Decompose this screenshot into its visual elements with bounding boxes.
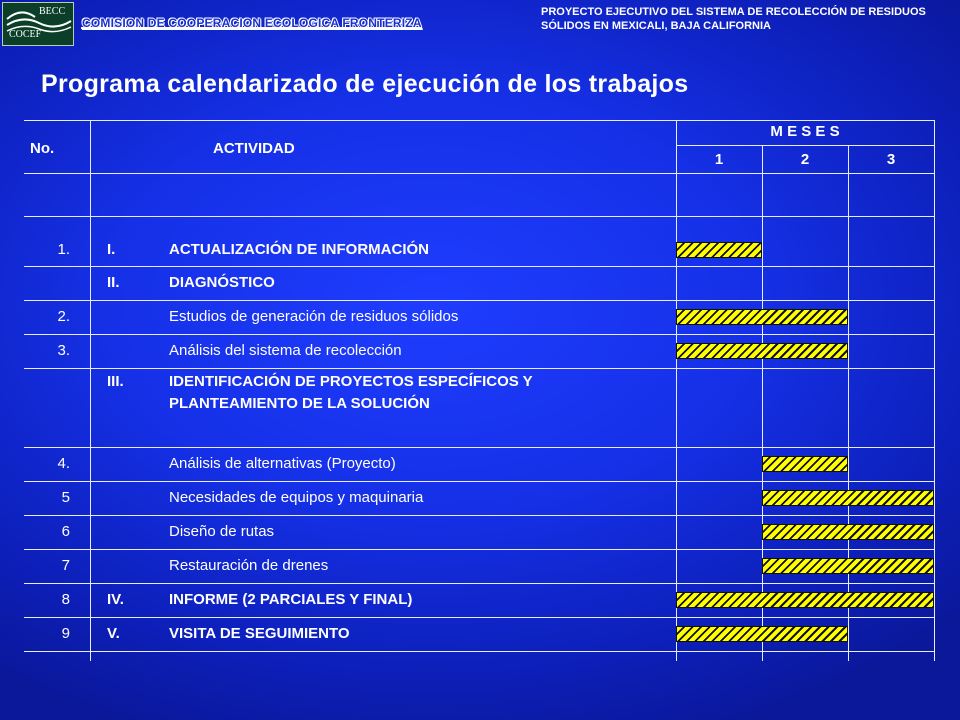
row-number: 4. [57, 455, 70, 472]
month-label-3: 3 [886, 151, 896, 168]
grid-line-col-end [934, 120, 935, 661]
row-activity: Análisis del sistema de recolección [169, 342, 402, 359]
logo-text-becc: BECC [39, 6, 66, 17]
grid-line-row [24, 447, 934, 448]
gantt-bar [762, 490, 934, 506]
grid-line-spacer [24, 216, 934, 217]
gantt-bar [762, 456, 848, 472]
grid-line-col-no [90, 120, 91, 661]
row-section-numeral: III. [107, 373, 124, 390]
grid-line-row [24, 515, 934, 516]
row-activity: ACTUALIZACIÓN DE INFORMACIÓN [169, 241, 429, 258]
gantt-bar [676, 626, 848, 642]
month-label-1: 1 [714, 151, 724, 168]
grid-line-row [24, 368, 934, 369]
grid-line-row [24, 651, 934, 652]
grid-line-header-bottom [24, 173, 934, 174]
row-number: 8 [61, 591, 70, 608]
month-label-2: 2 [800, 151, 810, 168]
gantt-bar [676, 592, 934, 608]
row-activity: Análisis de alternativas (Proyecto) [169, 455, 396, 472]
row-number: 5 [61, 489, 70, 506]
page-title: Programa calendarizado de ejecución de los trabajos [41, 70, 689, 98]
grid-line-col-month2 [762, 145, 763, 661]
grid-line-row [24, 583, 934, 584]
gantt-bar [676, 343, 848, 359]
row-activity: INFORME (2 PARCIALES Y FINAL) [169, 591, 413, 608]
row-activity: IDENTIFICACIÓN DE PROYECTOS ESPECÍFICOS Y PLANTEAMIENTO DE LA SOLUCIÓN [169, 373, 533, 412]
grid-line-row [24, 549, 934, 550]
row-section-numeral: V. [107, 625, 120, 642]
gantt-bar [676, 309, 848, 325]
grid-line-row [24, 300, 934, 301]
row-number: 9 [61, 625, 70, 642]
row-activity: VISITA DE SEGUIMIENTO [169, 625, 350, 642]
row-section-numeral: II. [107, 274, 120, 291]
grid-line-row [24, 481, 934, 482]
grid-line-row [24, 266, 934, 267]
row-activity: DIAGNÓSTICO [169, 274, 275, 291]
row-activity: Restauración de drenes [169, 557, 329, 574]
grid-line-months-divider [676, 145, 934, 146]
row-number: 2. [57, 308, 70, 325]
grid-line-top [24, 120, 934, 121]
row-section-numeral: IV. [107, 591, 124, 608]
gantt-bar [676, 242, 762, 258]
column-header-activity: ACTIVIDAD [213, 140, 295, 157]
row-number: 3. [57, 342, 70, 359]
logo-text-cocef: COCEF [9, 29, 42, 40]
row-activity: Necesidades de equipos y maquinaria [169, 489, 424, 506]
grid-line-col-month1 [676, 120, 677, 661]
row-number: 1. [57, 241, 70, 258]
grid-line-col-month3 [848, 145, 849, 661]
column-header-no: No. [30, 140, 55, 157]
row-section-numeral: I. [107, 241, 116, 258]
grid-line-row [24, 334, 934, 335]
row-activity: Estudios de generación de residuos sólidos [169, 308, 459, 325]
gantt-bar [762, 558, 934, 574]
row-number: 6 [61, 523, 70, 540]
organization-name: COMISION DE COOPERACION ECOLOGICA FRONTERIZA [82, 16, 422, 30]
row-number: 7 [61, 557, 70, 574]
column-header-months: M E S E S [770, 123, 840, 140]
grid-line-row [24, 617, 934, 618]
project-name: PROYECTO EJECUTIVO DEL SISTEMA DE RECOLECCIÓN DE RESIDUOS SÓLIDOS EN MEXICALI, BAJA CALIFORNIA [541, 6, 926, 32]
row-activity: Diseño de rutas [169, 523, 275, 540]
gantt-bar [762, 524, 934, 540]
